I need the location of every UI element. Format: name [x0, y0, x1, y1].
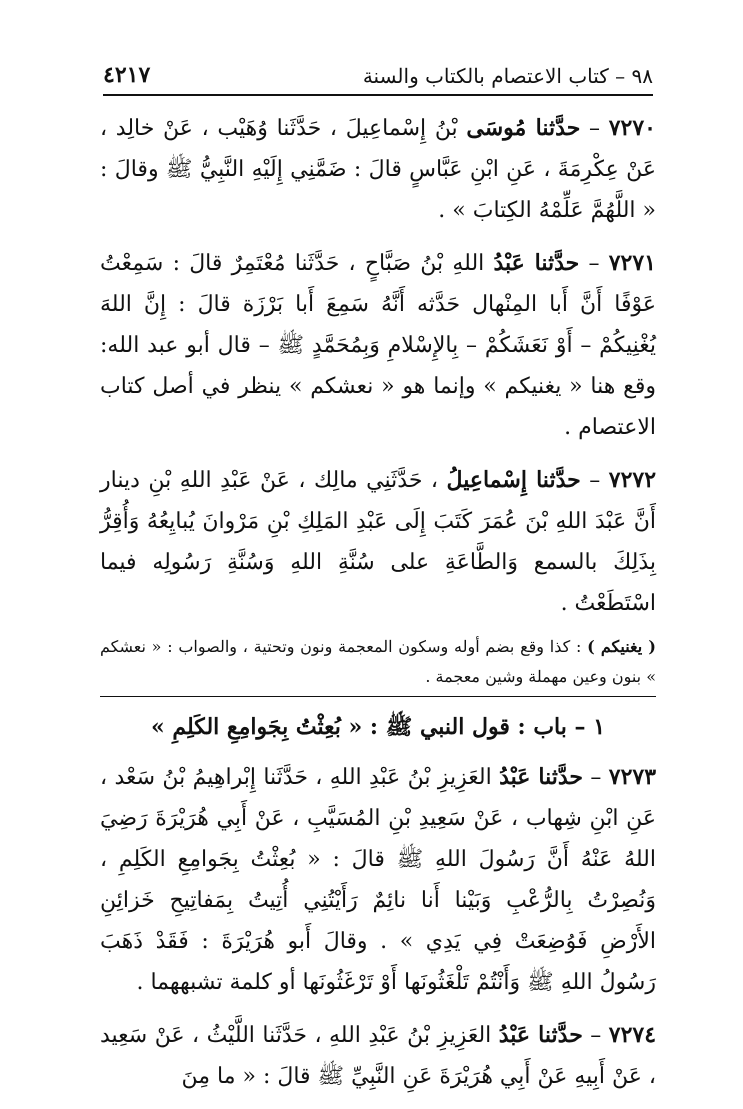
footnote-term: ( يغنيكم )	[587, 637, 657, 656]
page-body	[100, 108, 656, 1109]
hadith-lead: حدَّثنا إِسْماعِيلُ	[446, 467, 581, 493]
hadith-7270: ٧٢٧٠ – حدَّثنا مُوسَى بْنُ إِسْماعِيلَ ، حَدَّثَنا وُهَيْب ، عَنْ خالِد ، عَنْ عِكْرِمَةَ ، عَنِ ابْنِ عَبَّاسٍ قالَ : ضَمَّنِي إِلَيْهِ النَّبِيُّ ﷺ وقالَ : « اللَّهُمَّ عَلِّمْهُ الكِتابَ » .	[100, 115, 656, 223]
hadith-lead: حدَّثنا مُوسَى	[466, 115, 581, 141]
hadith-number: ٧٢٧٤	[608, 1022, 657, 1048]
hadith-lead: حدَّثنا عَبْدُ	[498, 1022, 583, 1048]
page-header	[103, 62, 653, 96]
hadith-7274: ٧٢٧٤ – حدَّثنا عَبْدُ العَزِيزِ بْنُ عَبْدِ اللهِ ، حَدَّثَنا اللَّيْثُ ، عَنْ سَعِيد ، عَنْ أَبِيهِ عَنْ أَبِي هُرَيْرَةَ عَنِ النَّبِيِّ ﷺ قالَ : « ما مِنَ	[100, 1022, 657, 1089]
hadith-text: بْنُ إِسْماعِيلَ ، حَدَّثَنا وُهَيْب ، عَنْ خالِد ، عَنْ عِكْرِمَةَ ، عَنِ ابْنِ عَبَّاسٍ قالَ : ضَمَّنِي إِلَيْهِ النَّبِيُّ ﷺ وقالَ : « اللَّهُمَّ عَلِّمْهُ الكِتابَ » .	[100, 116, 656, 223]
hadith-number: ٧٢٧٠	[608, 115, 656, 141]
hadith-number: ٧٢٧١	[608, 250, 656, 276]
hadith-number: ٧٢٧٢	[608, 467, 657, 493]
chapter-heading: ١ – باب : قول النبي ﷺ : « بُعِثْتُ بِجَوامِعِ الكَلِمِ »	[150, 714, 606, 740]
page-number: ٤٢١٧	[103, 62, 151, 88]
hadith-text: ، حَدَّثَنِي مالِك ، عَنْ عَبْدِ اللهِ بْنِ دينار أَنَّ عَبْدَ اللهِ بْنَ عُمَرَ كَتَبَ إِلَى عَبْدِ المَلِكِ بْنِ مَرْوانَ يُبايِعُهُ وَأُقِرُّ بِذَلِكَ بالسمع وَالطَّاعَةِ على سُنَّةِ اللهِ وَسُنَّةِ رَسُولِه فيما اسْتَطَعْتُ .	[100, 468, 656, 616]
hadith-number: ٧٢٧٣	[608, 764, 657, 790]
footnote-text: : كذا وقع بضم أوله وسكون المعجمة ونون وتحتية ، والصواب : « نعشكم » بنون وعين مهملة وشين معجمة .	[100, 637, 656, 686]
hadith-lead: حدَّثنا عَبْدُ	[499, 764, 584, 790]
hadith-7273: ٧٢٧٣ – حدَّثنا عَبْدُ العَزِيزِ بْنُ عَبْدِ اللهِ ، حَدَّثَنا إِبْراهِيمُ بْنُ سَعْد ، عَنِ ابْنِ شِهاب ، عَنْ سَعِيدِ بْنِ المُسَيَّبِ ، عَنْ أَبِي هُرَيْرَةَ رَضِيَ اللهُ عَنْهُ أَنَّ رَسُولَ اللهِ ﷺ قالَ : « بُعِثْتُ بِجَوامِعِ الكَلِمِ ، وَنُصِرْتُ بِالرُّعْبِ وَبَيْنا أَنا نائِمٌ رَأَيْتُنِي أُتِيتُ بِمَفاتِيحِ خَزائِنِ الأَرْضِ فَوُضِعَتْ فِي يَدِي » . وقالَ أَبو هُرَيْرَةَ : فَقَدْ ذَهَبَ رَسُولُ اللهِ ﷺ وَأَنْتُمْ تَلْغَثُونَها أَوْ تَرْغَثُونَها أو كلمة تشبههما .	[100, 764, 657, 995]
hadith-lead: حدَّثنا عَبْدُ	[493, 250, 580, 276]
hadith-7271: ٧٢٧١ – حدَّثنا عَبْدُ اللهِ بْنُ صَبَّاحٍ ، حَدَّثَنا مُعْتَمِرٌ قالَ : سَمِعْتُ عَوْفًا أَنَّ أَبا المِنْهال حَدَّثه أَنَّهُ سَمِعَ أَبا بَرْزَة قالَ : إِنَّ اللهَ يُغْنِيكُمْ – أَوْ نَعَشَكُمْ – بِالإِسْلامِ وَبِمُحَمَّدٍ ﷺ – قال أبو عبد الله: وقع هنا « يغنيكم » وإنما هو « نعشكم » ينظر في أصل كتاب الاعتصام .	[100, 250, 656, 440]
footnote	[100, 632, 656, 697]
hadith-7272: ٧٢٧٢ – حدَّثنا إِسْماعِيلُ ، حَدَّثَنِي مالِك ، عَنْ عَبْدِ اللهِ بْنِ دينار أَنَّ عَبْدَ اللهِ بْنَ عُمَرَ كَتَبَ إِلَى عَبْدِ المَلِكِ بْنِ مَرْوانَ يُبايِعُهُ وَأُقِرُّ بِذَلِكَ بالسمع وَالطَّاعَةِ على سُنَّةِ اللهِ وَسُنَّةِ رَسُولِه فيما اسْتَطَعْتُ .	[100, 467, 657, 616]
hadith-text: اللهِ بْنُ صَبَّاحٍ ، حَدَّثَنا مُعْتَمِرٌ قالَ : سَمِعْتُ عَوْفًا أَنَّ أَبا المِنْهال حَدَّثه أَنَّهُ سَمِعَ أَبا بَرْزَة قالَ : إِنَّ اللهَ يُغْنِيكُمْ – أَوْ نَعَشَكُمْ – بِالإِسْلامِ وَبِمُحَمَّدٍ ﷺ – قال أبو عبد الله: وقع هنا « يغنيكم » وإنما هو « نعشكم » ينظر في أصل كتاب الاعتصام .	[100, 251, 656, 440]
hadith-text: العَزِيزِ بْنُ عَبْدِ اللهِ ، حَدَّثَنا إِبْراهِيمُ بْنُ سَعْد ، عَنِ ابْنِ شِهاب ، عَنْ سَعِيدِ بْنِ المُسَيَّبِ ، عَنْ أَبِي هُرَيْرَةَ رَضِيَ اللهُ عَنْهُ أَنَّ رَسُولَ اللهِ ﷺ قالَ : « بُعِثْتُ بِجَوامِعِ الكَلِمِ ، وَنُصِرْتُ بِالرُّعْبِ وَبَيْنا أَنا نائِمٌ رَأَيْتُنِي أُتِيتُ بِمَفاتِيحِ خَزائِنِ الأَرْضِ فَوُضِعَتْ فِي يَدِي » . وقالَ أَبو هُرَيْرَةَ : فَقَدْ ذَهَبَ رَسُولُ اللهِ ﷺ وَأَنْتُمْ تَلْغَثُونَها أَوْ تَرْغَثُونَها أو كلمة تشبههما .	[100, 765, 656, 995]
hadith-text: العَزِيزِ بْنُ عَبْدِ اللهِ ، حَدَّثَنا اللَّيْثُ ، عَنْ سَعِيد ، عَنْ أَبِيهِ عَنْ أَبِي هُرَيْرَةَ عَنِ النَّبِيِّ ﷺ قالَ : « ما مِنَ	[100, 1023, 656, 1089]
header-rule	[103, 94, 653, 96]
book-title: ٩٨ – كتاب الاعتصام بالكتاب والسنة	[362, 64, 653, 88]
